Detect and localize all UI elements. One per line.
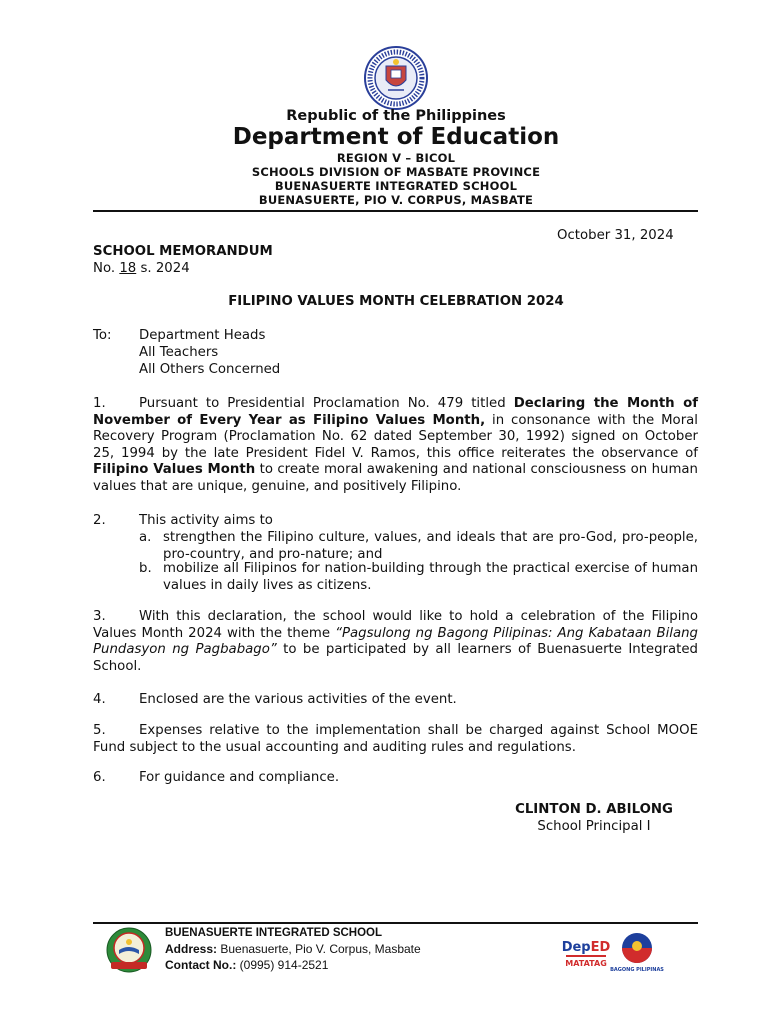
address-line: BUENASUERTE, PIO V. CORPUS, MASBATE <box>258 193 534 207</box>
paragraph-text: Pursuant to Presidential Proclamation No. 479 titled <box>139 396 514 411</box>
paragraph-text: Enclosed are the various activities of the event. <box>139 692 457 707</box>
footer-contact-value: (0995) 914-2521 <box>236 958 329 972</box>
footer-school-name: BUENASUERTE INTEGRATED SCHOOL <box>165 927 383 939</box>
memo-subject: FILIPINO VALUES MONTH CELEBRATION 2024 <box>228 294 564 309</box>
footer-divider <box>93 922 698 924</box>
footer-address-value: Buenasuerte, Pio V. Corpus, Masbate <box>217 942 421 956</box>
memo-number-value: 18 <box>119 261 137 276</box>
paragraph-6 <box>93 770 698 787</box>
paragraph-text: in consonance with the Moral Recovery Program (Proclamation No. 62 dated September 30, 1992) signed on October 25, 1994 by the late President Fidel V. Ramos, this office reiterates the observance of <box>93 412 698 461</box>
proclamation-title: Declaring the Month of November of Every Year as Filipino Values Month, <box>93 396 699 428</box>
republic-heading: Republic of the Philippines <box>286 108 506 124</box>
school-logo <box>103 926 155 974</box>
memo-number-suffix: s. 2024 <box>136 261 190 276</box>
emphasis-text: Filipino Values Month <box>93 462 256 477</box>
svg-text:DepED: DepED <box>561 940 611 955</box>
department-heading: Department of Education <box>232 124 560 150</box>
paragraph-4 <box>93 692 698 709</box>
paragraph-text: Expenses relative to the implementation shall be charged against School MOOE Fund subject to the usual accounting and auditing rules and regulations. <box>93 723 698 755</box>
to-label: To: <box>93 328 112 343</box>
recipient-item: All Others Concerned <box>139 362 281 377</box>
footer-contact-label: Contact No.: <box>165 958 237 972</box>
paragraph-3 <box>93 609 698 675</box>
paragraph-2 <box>93 513 698 530</box>
paragraph-number: 1. <box>93 396 106 411</box>
header-divider <box>93 210 698 212</box>
division-line: SCHOOLS DIVISION OF MASBATE PROVINCE <box>251 165 541 179</box>
paragraph-text: With this declaration, the school would like to hold a celebration of the Filipino Values Month 2024 with the theme <box>93 609 698 641</box>
region-line: REGION V – BICOL <box>336 151 456 165</box>
recipient-item: Department Heads <box>139 328 266 343</box>
paragraph-text: to be participated by all learners of Buenasuerte Integrated School. <box>93 642 698 674</box>
objective-item <box>139 561 698 594</box>
paragraph-number: 6. <box>93 770 106 785</box>
paragraph-text: This activity aims to <box>139 513 273 528</box>
objective-text: strengthen the Filipino culture, values, and ideals that are pro-God, pro-people, pro-country, and pro-nature; and <box>163 530 698 562</box>
objective-letter: a. <box>139 530 152 545</box>
footer-address-label: Address: <box>165 942 218 956</box>
footer-address <box>165 941 421 957</box>
objective-letter: b. <box>139 561 152 576</box>
paragraph-1 <box>93 396 698 495</box>
objective-item <box>139 530 698 563</box>
svg-text:BAGONG PILIPINAS: BAGONG PILIPINAS <box>610 967 664 973</box>
paragraph-number: 4. <box>93 692 106 707</box>
paragraph-number: 5. <box>93 723 106 738</box>
paragraph-5 <box>93 723 698 756</box>
memo-date: October 31, 2024 <box>557 228 674 243</box>
recipient-list <box>139 328 280 379</box>
school-line: BUENASUERTE INTEGRATED SCHOOL <box>274 179 518 193</box>
recipient-item: All Teachers <box>139 345 219 360</box>
memo-title: SCHOOL MEMORANDUM <box>93 244 273 259</box>
deped-matatag-logo <box>562 933 610 973</box>
bagong-pilipinas-logo <box>610 930 664 974</box>
signatory-title: School Principal I <box>537 819 651 834</box>
signatory-name: CLINTON D. ABILONG <box>515 802 673 817</box>
paragraph-number: 3. <box>93 609 106 624</box>
paragraph-text: For guidance and compliance. <box>139 770 340 785</box>
memo-number <box>93 261 190 278</box>
svg-text:MATATAG: MATATAG <box>565 959 607 968</box>
footer-contact <box>165 957 328 973</box>
deped-seal-logo <box>358 46 434 110</box>
objective-text: mobilize all Filipinos for nation-building through the practical exercise of human values in daily lives as citizens. <box>163 561 698 593</box>
theme-text: “Pagsulong ng Bagong Pilipinas: Ang Kabataan Bilang Pundasyon ng Pagbabago” <box>93 625 698 657</box>
paragraph-text: to create moral awakening and national consciousness on human values that are unique, genuine, and positively Filipino. <box>93 462 698 494</box>
memo-number-prefix: No. <box>93 261 120 276</box>
paragraph-number: 2. <box>93 513 106 528</box>
